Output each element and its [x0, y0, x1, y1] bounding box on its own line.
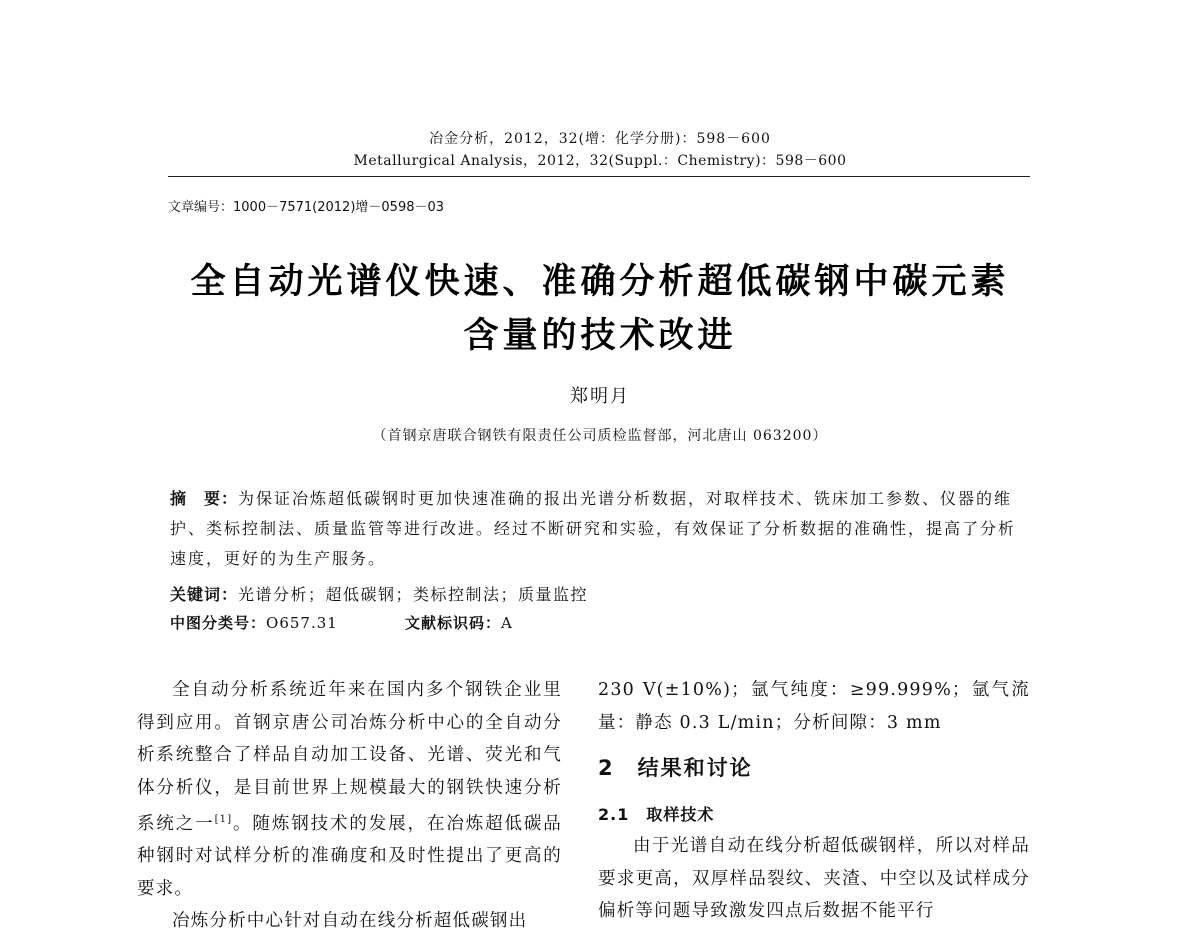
title-line-2: 含量的技术改进 — [463, 316, 737, 356]
document-code — [405, 612, 513, 633]
journal-header-cn: 冶金分析，2012，32(增：化学分册)：598－600 — [429, 131, 771, 147]
intro-paragraph — [137, 674, 562, 905]
sampling-paragraph: 由于光谱自动在线分析超低碳钢样，所以对样品要求更高，双厚样品裂纹、夹渣、中空以及试样成分偏析等问题导致激发四点后数据不能平行 — [598, 836, 1030, 921]
abstract-label: 摘 要： — [170, 489, 239, 508]
body-left-column — [137, 674, 562, 938]
classification-value: O657.31 — [266, 614, 338, 632]
journal-header-en: Metallurgical Analysis，2012，32(Suppl.：Chemistry)：598－600 — [353, 153, 847, 169]
document-code-label: 文献标识码： — [405, 614, 502, 632]
author-affiliation: （首钢京唐联合钢铁有限责任公司质检监督部，河北唐山 063200） — [372, 428, 828, 444]
citation-ref: [1] — [214, 814, 233, 825]
abstract-text: 为保证冶炼超低碳钢时更加快速准确的报出光谱分析数据，对取样技术、铣床加工参数、仪器的维护、类标控制法、质量监管等进行改进。经过不断研究和实验，有效保证了分析数据的准确性，提高了分析速度，更好的为生产服务。 — [170, 489, 1017, 568]
abstract — [170, 484, 1030, 574]
header-rule — [168, 176, 1030, 177]
body-right-column-bottom — [598, 830, 1030, 928]
section-heading-2: 2 结果和讨论 — [598, 756, 753, 780]
article-number: 文章编号：1000－7571(2012)增－0598－03 — [168, 200, 445, 215]
body-right-column-top — [598, 674, 1030, 739]
second-paragraph: 冶炼分析中心针对自动在线分析超低碳钢出 — [172, 911, 528, 932]
keywords-text: 光谱分析；超低碳钢；类标控制法；质量监控 — [238, 585, 589, 604]
classification-number — [170, 612, 338, 633]
instrument-params: 230 V(±10%)；氩气纯度：≥99.999%；氩气流量：静态 0.3 L/min；分析间隙：3 mm — [598, 680, 1030, 733]
title-line-1: 全自动光谱仪快速、准确分析超低碳钢中碳元素 — [190, 262, 1010, 302]
section-heading-2-1: 2.1 取样技术 — [598, 805, 715, 824]
keywords — [170, 582, 588, 605]
keywords-label: 关键词： — [170, 585, 239, 604]
document-code-value: A — [501, 614, 513, 632]
author-name: 郑明月 — [570, 386, 630, 407]
intro-text-b: 。随炼钢技术的发展，在冶炼超低碳品种钢时对试样分析的准确度和及时性提出了更高的要求。 — [137, 813, 562, 899]
classification-label: 中图分类号： — [170, 614, 267, 632]
intro-text-a: 全自动分析系统近年来在国内多个钢铁企业里得到应用。首钢京唐公司冶炼分析中心的全自动分析系统整合了样品自动加工设备、光谱、荧光和气体分析仪，是目前世界上规模最大的钢铁快速分析系统之一 — [137, 680, 562, 834]
